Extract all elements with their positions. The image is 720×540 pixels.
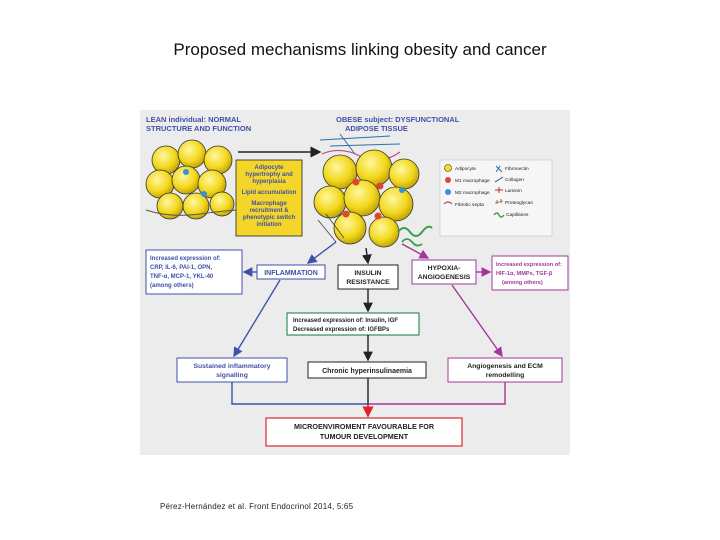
svg-text:phenotypic switch: phenotypic switch xyxy=(242,215,296,221)
insulin-resistance-label-2: RESISTANCE xyxy=(346,279,390,286)
svg-text:Fibrotic septa: Fibrotic septa xyxy=(455,203,484,208)
svg-text:recruitment &: recruitment & xyxy=(249,208,289,214)
angio-remodel-label-2: remodelling xyxy=(485,372,525,379)
legend-laminin xyxy=(495,187,522,194)
svg-text:M2 macrophage: M2 macrophage xyxy=(455,191,490,196)
svg-text:Macrophage: Macrophage xyxy=(251,201,287,207)
svg-text:Capillaries: Capillaries xyxy=(506,213,529,218)
citation: Pérez-Hernández et al. Front Endocrinol 2014, 5:65 xyxy=(160,502,354,511)
outcome-label-1: MICROENVIROMENT FAVOURABLE FOR xyxy=(293,422,435,431)
svg-text:initiation: initiation xyxy=(256,222,282,228)
legend xyxy=(440,160,552,236)
sustained-label-2: signalling xyxy=(216,372,248,379)
svg-text:Adipocyte: Adipocyte xyxy=(254,165,284,171)
lean-label-2: STRUCTURE AND FUNCTION xyxy=(146,124,252,133)
svg-text:Laminin: Laminin xyxy=(505,189,522,194)
m1-macrophage-icon xyxy=(445,177,451,183)
svg-text:M1 macrophage: M1 macrophage xyxy=(455,179,490,184)
outcome-label-2: TUMOUR DEVELOPMENT xyxy=(319,432,409,441)
svg-text:Fibronectin: Fibronectin xyxy=(505,167,529,172)
svg-text:Collagen: Collagen xyxy=(505,178,524,183)
svg-text:CRP, IL-6, PAI-1, OPN,: CRP, IL-6, PAI-1, OPN, xyxy=(150,265,213,271)
slide-title: Proposed mechanisms linking obesity and cancer xyxy=(173,40,547,59)
svg-text:Lipid accumulation: Lipid accumulation xyxy=(241,190,297,196)
svg-text:(among others): (among others) xyxy=(502,280,543,286)
svg-text:Adipocyte: Adipocyte xyxy=(455,167,477,172)
hypoxia-label-1: HYPOXIA- xyxy=(427,265,461,272)
hypoxia-label-2: ANGIOGENESIS xyxy=(417,274,471,281)
obese-label: OBESE subject: DYSFUNCTIONAL xyxy=(336,115,460,124)
chronic-label: Chronic hyperinsulinaemia xyxy=(322,368,412,375)
angio-remodel-label-1: Angiogenesis and ECM xyxy=(467,363,543,370)
sustained-label-1: Sustained inflammatory xyxy=(193,363,271,370)
svg-text:hypertrophy and: hypertrophy and xyxy=(245,172,293,178)
m2-macrophage-icon xyxy=(445,189,451,195)
insulin-resistance-label-1: INSULIN xyxy=(354,270,382,277)
adipocyte-icon xyxy=(445,165,452,172)
inflammation-label: INFLAMMATION xyxy=(264,270,318,277)
svg-text:HIF-1α, MMPs, TGF-β: HIF-1α, MMPs, TGF-β xyxy=(496,271,553,277)
svg-text:Increased expression of:: Increased expression of: xyxy=(496,262,562,268)
insulin-expression-line-2: Decreased expression of: IGFBPs xyxy=(293,327,390,333)
obesity-cancer-diagram xyxy=(140,110,570,455)
svg-text:Proteoglycan: Proteoglycan xyxy=(505,201,533,206)
svg-text:Increased expression of:: Increased expression of: xyxy=(150,256,221,262)
svg-text:TNF-α, MCP-1, YKL-40: TNF-α, MCP-1, YKL-40 xyxy=(150,274,214,280)
svg-text:hyperplasia: hyperplasia xyxy=(252,179,286,185)
obese-label-2: ADIPOSE TISSUE xyxy=(345,124,408,133)
svg-text:(among others): (among others) xyxy=(150,283,194,289)
lean-label: LEAN individual: NORMAL xyxy=(146,115,241,124)
insulin-expression-line-1: Increased expression of: Insulin, IGF xyxy=(293,318,399,324)
